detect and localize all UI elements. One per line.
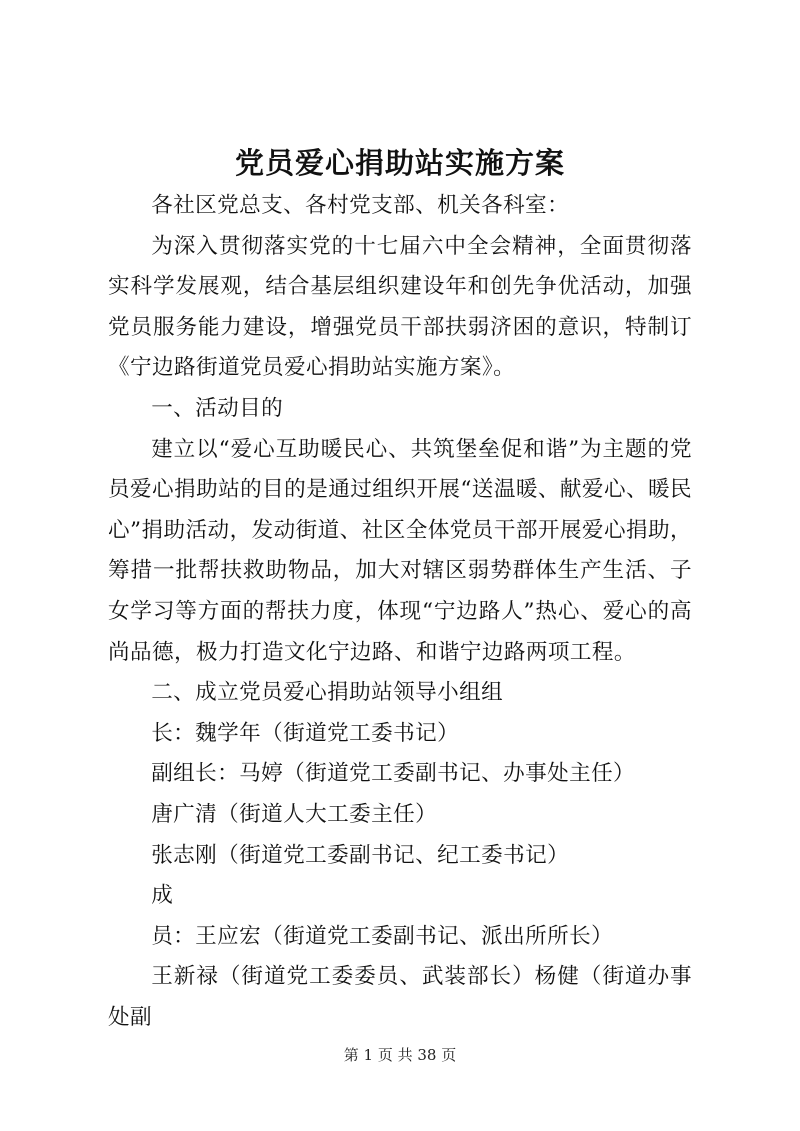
- member-line: 张志刚（街道党工委副书记、纪工委书记）: [151, 842, 570, 868]
- paragraph-salutation: 各社区党总支、各村党支部、机关各科室：: [151, 193, 570, 218]
- paragraph-purpose: 建立以“爱心互助暖民心、共筑堡垒促和谐”为主题的党员爱心捐助站的目的是通过组织开展“送温暖、献爱心、暖民心”捐助活动，发动街道、社区全体党员干部开展爱心捐助，筹措一批帮扶救助物品，加大对辖区弱势群体生产生活、子女学习等方面的帮扶力度，体现“宁边路人”热心、爱心的高尚品德，极力打造文化宁边路、和谐宁边路两项工程。: [108, 436, 692, 665]
- document-title: 党员爱心捐助站实施方案: [234, 146, 565, 180]
- document-body: [108, 186, 692, 1038]
- section-heading-purpose: 一、活动目的: [151, 395, 284, 421]
- section-heading-leadership: 二、成立党员爱心捐助站领导小组组: [151, 680, 504, 706]
- paragraph-intro: 为深入贯彻落实党的十七届六中全会精神，全面贯彻落实科学发展观，结合基层组织建设年和创先争优活动，加强党员服务能力建设，增强党员干部扶弱济困的意识，特制订《宁边路街道党员爱心捐助站实施方案》。: [108, 233, 692, 381]
- member-line: 员：王应宏（街道党工委副书记、派出所所长）: [151, 923, 614, 949]
- leader-line: 长：魏学年（街道党工委书记）: [151, 720, 460, 746]
- deputy-leader-line: 副组长：马婷（街道党工委副书记、办事处主任）: [151, 761, 636, 787]
- members-label-line: 成: [151, 883, 174, 909]
- page-number-footer: 第 1 页 共 38 页: [343, 1046, 457, 1064]
- member-line: 唐广清（街道人大工委主任）: [151, 801, 438, 827]
- member-line: 王新禄（街道党工委委员、武装部长）杨健（街道办事处副: [108, 964, 692, 1030]
